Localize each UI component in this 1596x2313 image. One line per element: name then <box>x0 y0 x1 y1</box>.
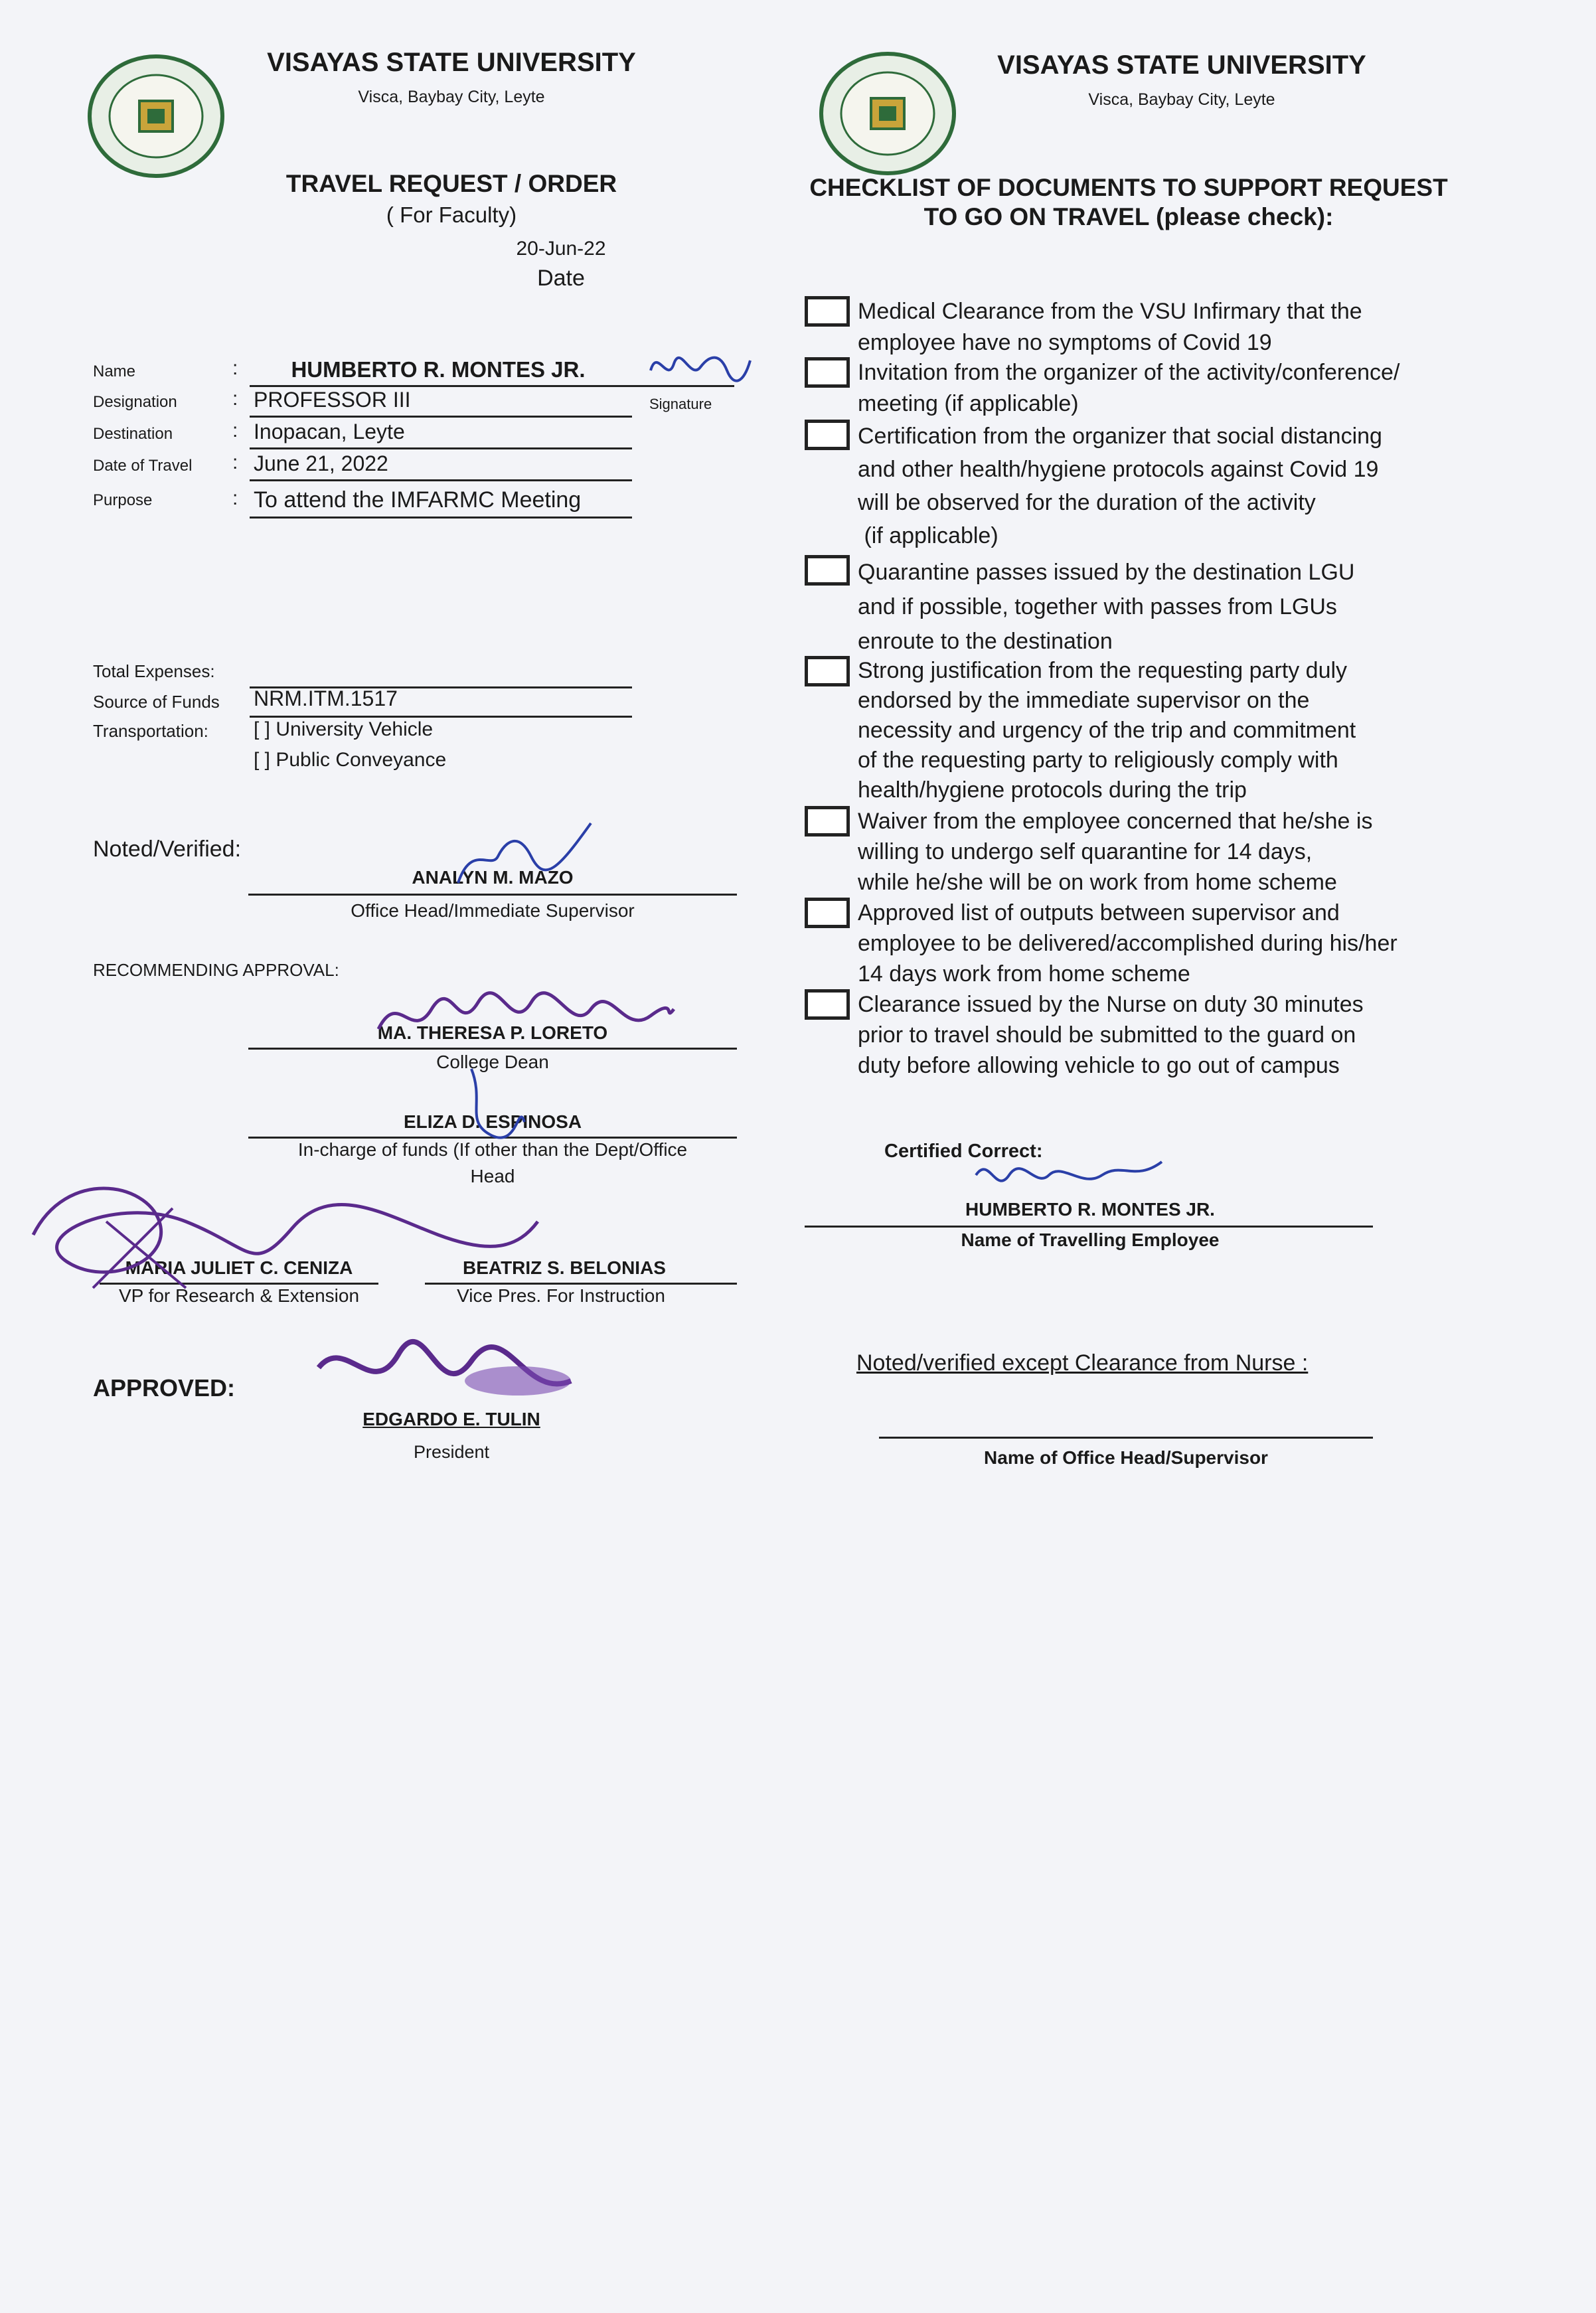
office-head-role: Name of Office Head/Supervisor <box>984 1447 1268 1468</box>
designation-colon: : <box>232 388 238 410</box>
left-university-address: Visca, Baybay City, Leyte <box>358 88 545 106</box>
checkbox-medical-clearance[interactable] <box>805 296 850 327</box>
date-value: 20-Jun-22 <box>516 238 606 260</box>
vsu-seal-right <box>818 50 957 177</box>
president-role: President <box>413 1442 490 1462</box>
purpose-label: Purpose <box>93 491 153 509</box>
checklist-item-medical-clearance: Medical Clearance from the VSU Infirmary that the employee have no symptoms of Covid 19 <box>858 299 1362 355</box>
certified-employee-name: HUMBERTO R. MONTES JR. <box>965 1199 1215 1220</box>
office-head-line <box>879 1437 1373 1439</box>
vp-research-role: VP for Research & Extension <box>118 1285 360 1306</box>
destination-underline <box>250 447 632 449</box>
date-of-travel-label: Date of Travel <box>93 457 193 475</box>
total-expenses-label: Total Expenses: <box>93 661 215 681</box>
source-of-funds-underline <box>250 716 632 718</box>
approved-label: APPROVED: <box>93 1374 236 1401</box>
checklist-title-2: TO GO ON TRAVEL (please check): <box>923 203 1334 230</box>
supervisor-name: ANALYN M. MAZO <box>412 867 574 888</box>
vp-research-name: MARIA JULIET C. CENIZA <box>125 1257 353 1278</box>
date-of-travel-underline <box>250 479 632 481</box>
checklist-item-waiver: Waiver from the employee concerned that he/she is willing to undergo self quarantine for 14 days, while he/she will be on work from home scheme <box>858 809 1373 895</box>
president-signature-scribble <box>305 1328 584 1424</box>
checklist-item-nurse-clearance: Clearance issued by the Nurse on duty 30 minutes prior to travel should be submitted to the guard on duty before allowing vehicle to go out of campus <box>858 992 1364 1078</box>
designation-value: PROFESSOR III <box>254 388 411 412</box>
supervisor-signature-scribble <box>451 817 598 913</box>
left-university-name: VISAYAS STATE UNIVERSITY <box>267 48 636 77</box>
destination-value: Inopacan, Leyte <box>254 420 405 443</box>
designation-label: Designation <box>93 393 177 411</box>
date-label: Date <box>537 266 585 291</box>
name-value: HUMBERTO R. MONTES JR. <box>291 357 586 382</box>
travel-request-title: TRAVEL REQUEST / ORDER <box>285 170 617 197</box>
travel-request-subtitle: ( For Faculty) <box>386 202 517 227</box>
purpose-colon: : <box>232 487 238 509</box>
vp-signature-scribble <box>13 1155 544 1331</box>
checkbox-waiver[interactable] <box>805 806 850 837</box>
supervisor-role: Office Head/Immediate Supervisor <box>351 900 635 921</box>
transportation-label: Transportation: <box>93 721 208 741</box>
checklist-item-quarantine-passes: Quarantine passes issued by the destination LGU and if possible, together with passes from LGUs enroute to the destination <box>858 560 1355 654</box>
checkbox-invitation[interactable] <box>805 357 850 388</box>
funds-incharge-name: ELIZA D. ESPINOSA <box>403 1111 582 1132</box>
employee-signature-scribble <box>644 344 757 400</box>
vp-instruction-role: Vice Pres. For Instruction <box>457 1285 665 1306</box>
checkbox-strong-justification[interactable] <box>805 656 850 686</box>
checkbox-approved-outputs[interactable] <box>805 898 850 928</box>
right-university-address: Visca, Baybay City, Leyte <box>1088 90 1275 109</box>
purpose-underline <box>250 517 632 518</box>
checklist-item-strong-justification: Strong justification from the requesting party duly endorsed by the immediate supervisor on the necessity and urgency of the trip and commitment of the requesting party to religiously comply with health/hygiene protocols during the trip <box>858 658 1356 803</box>
checkbox-quarantine-passes[interactable] <box>805 555 850 586</box>
transport-public-conveyance: [ ] Public Conveyance <box>254 749 447 771</box>
certified-employee-role: Name of Travelling Employee <box>961 1230 1220 1250</box>
recommending-approval-label: RECOMMENDING APPROVAL: <box>93 960 339 980</box>
funds-incharge-role-1: In-charge of funds (If other than the Dept/Office <box>297 1139 688 1160</box>
right-university-name: VISAYAS STATE UNIVERSITY <box>997 50 1366 80</box>
designation-underline <box>250 416 632 418</box>
purpose-value: To attend the IMFARMC Meeting <box>254 487 582 513</box>
checkbox-certification[interactable] <box>805 420 850 450</box>
source-of-funds-value: NRM.ITM.1517 <box>254 686 398 710</box>
date-of-travel-value: June 21, 2022 <box>254 451 388 475</box>
checkbox-nurse-clearance[interactable] <box>805 989 850 1020</box>
vp-instruction-name: BEATRIZ S. BELONIAS <box>463 1257 666 1278</box>
checklist-item-certification: Certification from the organizer that social distancing and other health/hygiene protocols against Covid 19 will be observed for the duration of the activity (if applicable) <box>858 424 1382 548</box>
transport-university-vehicle: [ ] University Vehicle <box>254 718 434 740</box>
certified-correct-label: Certified Correct: <box>884 1141 1043 1162</box>
date-of-travel-colon: : <box>232 451 238 473</box>
destination-colon: : <box>232 420 238 441</box>
noted-except-nurse-label: Noted/verified except Clearance from Nurse : <box>856 1350 1309 1376</box>
dean-role: College Dean <box>436 1052 549 1072</box>
name-label: Name <box>93 362 136 380</box>
certified-signature-scribble <box>969 1155 1168 1205</box>
vsu-seal-left <box>86 53 226 179</box>
source-of-funds-label: Source of Funds <box>93 692 220 712</box>
dean-name: MA. THERESA P. LORETO <box>377 1022 608 1043</box>
dean-signature-scribble <box>372 976 677 1059</box>
checklist-title-1: CHECKLIST OF DOCUMENTS TO SUPPORT REQUEST <box>809 174 1448 201</box>
checklist-item-invitation: Invitation from the organizer of the activity/conference/ meeting (if applicable) <box>858 360 1400 416</box>
funds-signature-scribble <box>458 1062 538 1152</box>
president-name: EDGARDO E. TULIN <box>362 1409 540 1429</box>
signature-label: Signature <box>649 396 712 412</box>
checklist-item-approved-outputs: Approved list of outputs between supervisor and employee to be delivered/accomplished during his/her 14 days work from home scheme <box>858 900 1397 987</box>
funds-incharge-role-2: Head <box>470 1166 515 1186</box>
name-colon: : <box>232 357 238 379</box>
noted-verified-label: Noted/Verified: <box>93 837 242 862</box>
destination-label: Destination <box>93 425 173 443</box>
certified-employee-line <box>805 1226 1373 1228</box>
